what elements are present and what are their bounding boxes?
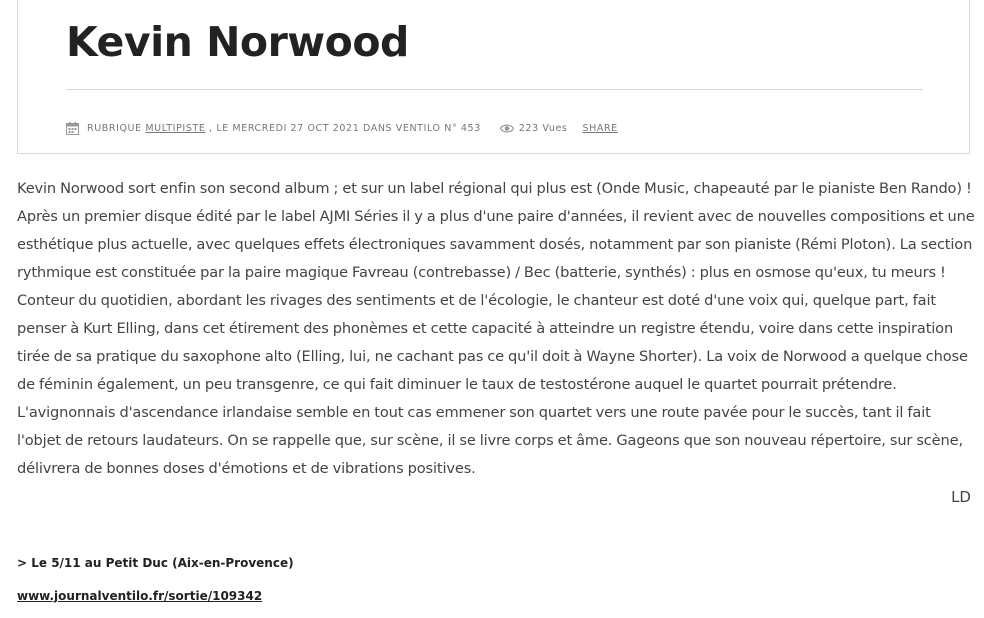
eye-icon	[500, 123, 514, 134]
event-info: > Le 5/11 au Petit Duc (Aix-en-Provence)	[17, 556, 294, 570]
view-count: 223 Vues	[518, 122, 568, 134]
rubrique-prefix: RUBRIQUE	[87, 122, 142, 134]
article-date: , LE MERCREDI 27 OCT 2021 DANS VENTILO N° 453	[209, 122, 481, 134]
calendar-icon	[66, 122, 79, 135]
article-meta	[66, 120, 618, 136]
event-link[interactable]: www.journalventilo.fr/sortie/109342	[17, 589, 263, 603]
share-link[interactable]: SHARE	[582, 122, 618, 134]
article-title: Kevin Norwood	[66, 18, 409, 66]
rubrique-link[interactable]: MULTIPISTE	[145, 122, 206, 134]
title-divider	[66, 89, 923, 90]
article-body: Kevin Norwood sort enfin son second album ; et sur un label régional qui plus est (Onde Music, chapeauté par le pianiste Ben Rando) ! Après un premier disque édité par le label AJMI Séries il y a plus d'une paire d'années, il revient avec de nouvelles compositions et une esthétique plus actuelle, avec quelques effets électroniques savamment dosés, notamment par son pianiste (Rémi Ploton). La section rythmique est constituée par la paire magique Favreau (contrebasse) / Bec (batterie, synthés) : plus en osmose qu'eux, tu meurs ! Conteur du quotidien, abordant les rivages des sentiments et de l'écologie, le chanteur est doté d'une voix qui, quelque part, fait penser à Kurt Elling, dans cet étirement des phonèmes et cette capacité à atteindre un registre étendu, voire dans cette inspiration tirée de sa pratique du saxophone alto (Elling, lui, ne cachant pas ce qu'il doit à Wayne Shorter). La voix de Norwood a quelque chose de féminin également, un peu transgenre, ce qui fait diminuer le taux de testostérone auquel le quartet pourrait prétendre. L'avignonnais d'ascendance irlandaise semble en tout cas emmener son quartet vers une route pavée pour le succès, tant il fait l'objet de retours laudateurs. On se rappelle que, sur scène, il se livre corps et âme. Gageons que son nouveau répertoire, sur scène, délivrera de bonnes doses d'émotions et de vibrations positives.	[17, 180, 975, 477]
author-signature: LD	[951, 488, 971, 506]
